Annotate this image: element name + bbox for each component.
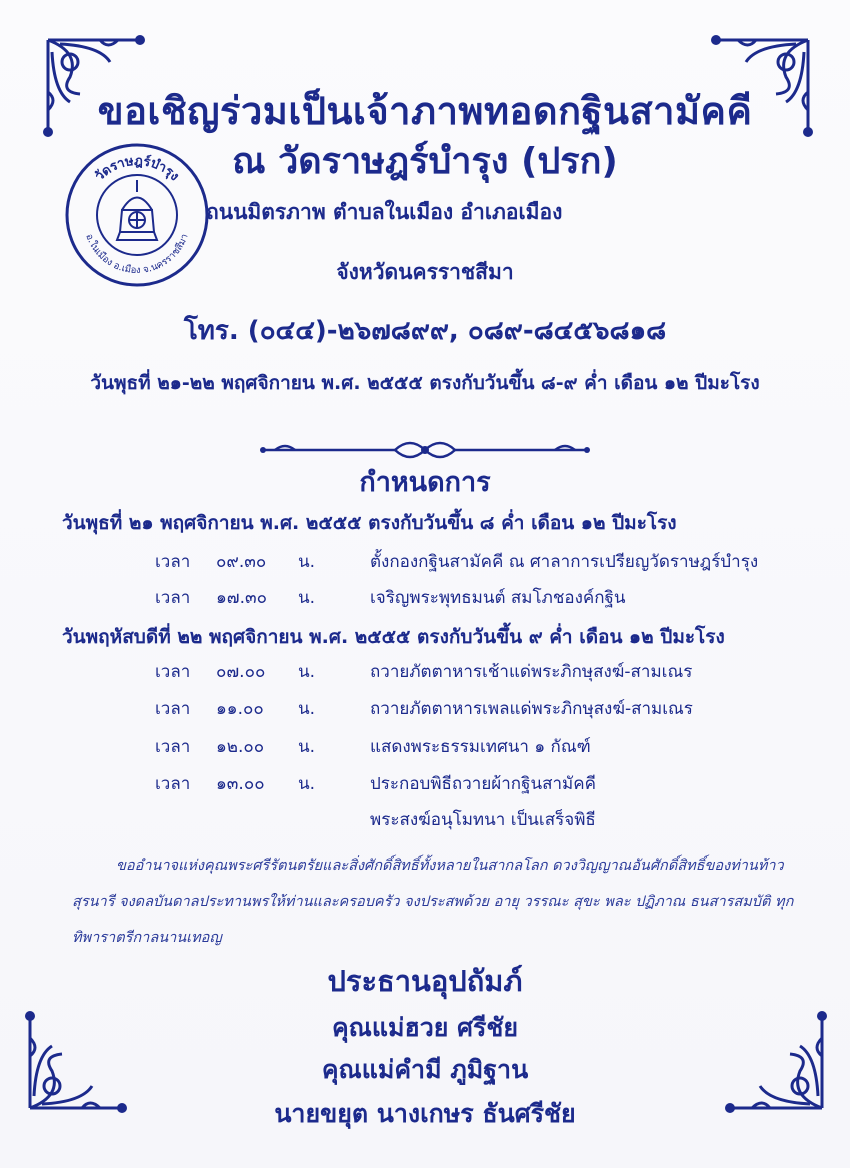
time-label: เวลา (155, 699, 191, 719)
time-label: เวลา (155, 737, 191, 757)
time-label: เวลา (155, 662, 191, 682)
schedule-heading: กำหนดการ (359, 467, 491, 498)
temple-address: ถนนมิตรภาพ ตำบลในเมือง อำเภอเมือง (206, 200, 563, 224)
time-unit: น. (298, 699, 316, 719)
activity: ประกอบพิธีถวายผ้ากฐินสามัคคี (370, 774, 596, 794)
schedule-row (0, 806, 850, 836)
time-value: ๑๑.๐๐ (216, 699, 264, 719)
patron-name: คุณแม่คำมี ภูมิฐาน (321, 1055, 529, 1084)
svg-text:วัดราษฎร์บำรุง (92, 153, 181, 184)
time-unit: น. (298, 588, 316, 608)
time-value: ๐๙.๓๐ (216, 552, 267, 572)
blessing-paragraph: ขออำนาจแห่งคุณพระศรีรัตนตรัยและสิ่งศักดิ์สิทธิ์ทั้งหลายในสากลโลก ดวงวิญญาณอันศักดิ์สิทธิ์ของท่านท้าวสุรนารี จงดลบันดาลประทานพรให้ท่านและครอบครัว จงประสพด้วย อายุ วรรณะ สุขะ พละ ปฏิภาณ ธนสารสมบัติ ทุกทิพาราตรีกาลนานเทอญ (72, 858, 794, 946)
schedule-row (0, 733, 850, 763)
seal-text-top: วัดราษฎร์บำรุง (92, 153, 182, 185)
time-unit: น. (298, 737, 316, 757)
time-value: ๐๗.๐๐ (216, 662, 266, 682)
schedule-row (0, 548, 850, 578)
temple-province: จังหวัดนครราชสีมา (336, 260, 514, 284)
time-unit: น. (298, 552, 316, 572)
activity: แสดงพระธรรมเทศนา ๑ กัณฑ์ (370, 737, 591, 757)
temple-name: ณ วัดราษฎร์บำรุง (ปรก) (232, 141, 618, 182)
time-value: ๑๒.๐๐ (216, 737, 265, 757)
time-value: ๑๓.๐๐ (216, 774, 265, 794)
schedule-day2-title: วันพฤหัสบดีที่ ๒๒ พฤศจิกายน พ.ศ. ๒๕๕๕ ตรงกับวันขึ้น ๙ ค่ำ เดือน ๑๒ ปีมะโรง (62, 626, 725, 648)
time-value: ๑๗.๓๐ (216, 588, 267, 608)
time-label: เวลา (155, 588, 191, 608)
contact-phone: โทร. (๐๔๔)-๒๖๗๘๙๙, ๐๘๙-๘๔๕๖๘๑๘ (183, 316, 667, 346)
activity: ตั้งกองกฐินสามัคคี ณ ศาลาการเปรียญวัดราษฎร์บำรุง (370, 552, 759, 572)
event-date: วันพุธที่ ๒๑-๒๒ พฤศจิกายน พ.ศ. ๒๕๕๕ ตรงกับวันขึ้น ๘-๙ ค่ำ เดือน ๑๒ ปีมะโรง (90, 372, 760, 394)
activity: ถวายภัตตาหารเพลแด่พระภิกษุสงฆ์-สามเณร (370, 699, 693, 719)
patrons-heading: ประธานอุปถัมภ์ (327, 964, 523, 998)
time-label: เวลา (155, 552, 191, 572)
schedule-row (0, 695, 850, 725)
time-unit: น. (298, 774, 316, 794)
schedule-row (0, 770, 850, 800)
schedule-row (0, 584, 850, 614)
page-title: ขอเชิญร่วมเป็นเจ้าภาพทอดกฐินสามัคคี (97, 89, 753, 133)
time-unit: น. (298, 662, 316, 682)
seal-text-bottom: อ.ในเมือง อ.เมือง จ.นครราชสีมา (83, 232, 191, 277)
activity: พระสงฆ์อนุโมทนา เป็นเสร็จพิธี (370, 810, 596, 830)
patron-name: คุณแม่ฮวย ศรีชัย (331, 1013, 519, 1042)
schedule-day1-title: วันพุธที่ ๒๑ พฤศจิกายน พ.ศ. ๒๕๕๕ ตรงกับวันขึ้น ๘ ค่ำ เดือน ๑๒ ปีมะโรง (62, 512, 677, 534)
time-label: เวลา (155, 774, 191, 794)
schedule-row (0, 658, 850, 688)
activity: ถวายภัตตาหารเช้าแด่พระภิกษุสงฆ์-สามเณร (370, 662, 693, 682)
patron-name: นายขยุต นางเกษร ธันศรีชัย (274, 1099, 576, 1128)
activity: เจริญพระพุทธมนต์ สมโภชองค์กฐิน (370, 588, 626, 608)
